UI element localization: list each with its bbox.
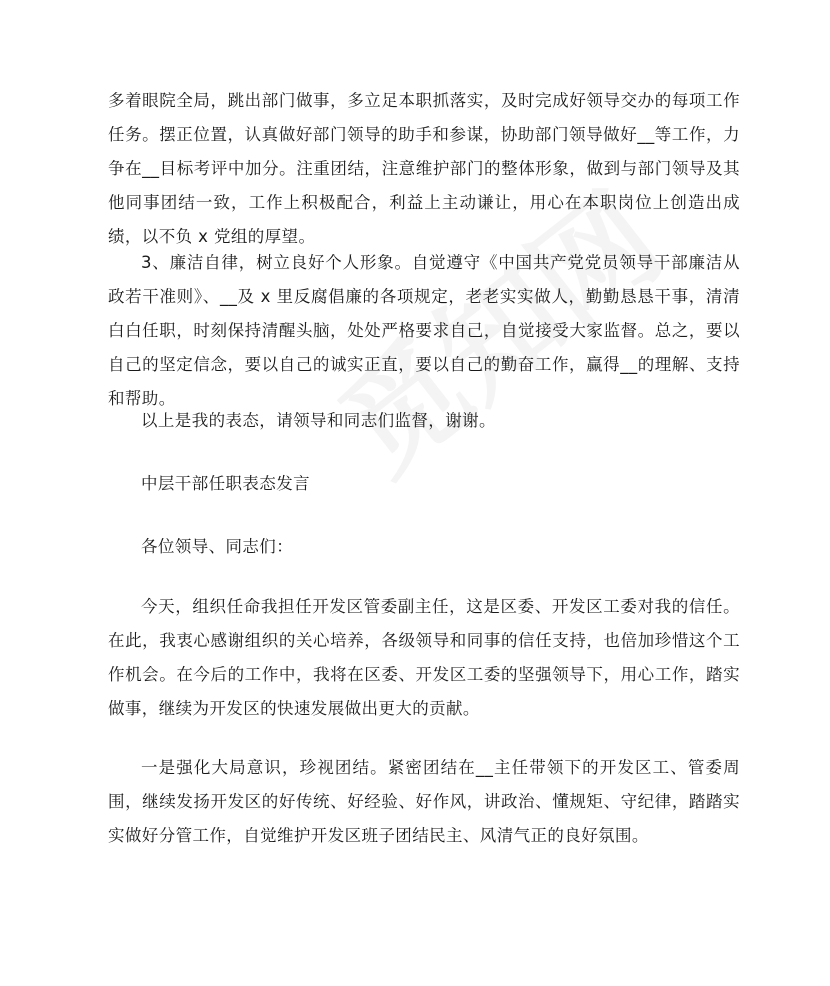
paragraph-3: 以上是我的表态，请领导和同志们监督，谢谢。 bbox=[141, 411, 496, 430]
paragraph-4: 今天，组织任命我担任开发区管委副主任，这是区委、开发区工委对我的信任。在此，我衷心感谢组织的关心培养，各级领导和同事的信任支持，也倍加珍惜这个工作机会。在今后的工作中，我将在区委、开发区工委的坚强领导下，用心工作，踏实做事，继续为开发区的快速发展做出更大的贡献。 bbox=[108, 597, 740, 718]
greeting: 各位领导、同志们： bbox=[141, 537, 294, 556]
paragraph-2: 3、廉洁自律，树立良好个人形象。自觉遵守《中国共产党党员领导干部廉洁从政若干准则》、__及 x 里反腐倡廉的各项规定，老老实实做人，勤勤恳恳干事，清清白白任职，时刻保持清醒头脑，处处严格要求自己，自觉接受大家监督。总之，要以自己的坚定信念，要以自己的诚实正直，要以自己的勤奋工作，赢得__的理解、支持和帮助。 bbox=[108, 253, 740, 408]
paragraph-5: 一是强化大局意识，珍视团结。紧密团结在__主任带领下的开发区工、管委周围，继续发扬开发区的好传统、好经验、好作风，讲政治、懂规矩、守纪律，踏踏实实做好分管工作，自觉维护开发区班子团结民主、风清气正的良好氛围。 bbox=[108, 758, 740, 845]
paragraph-1: 多着眼院全局，跳出部门做事，多立足本职抓落实，及时完成好领导交办的每项工作任务。摆正位置，认真做好部门领导的助手和参谋，协助部门领导做好__等工作，力争在__目标考评中加分。注重团结，注意维护部门的整体形象，做到与部门领导及其他同事团结一致，工作上积极配合，利益上主动谦让，用心在本职岗位上创造出成绩，以不负 x 党组的厚望。 bbox=[108, 91, 740, 246]
section-title: 中层干部任职表态发言 bbox=[141, 474, 310, 493]
